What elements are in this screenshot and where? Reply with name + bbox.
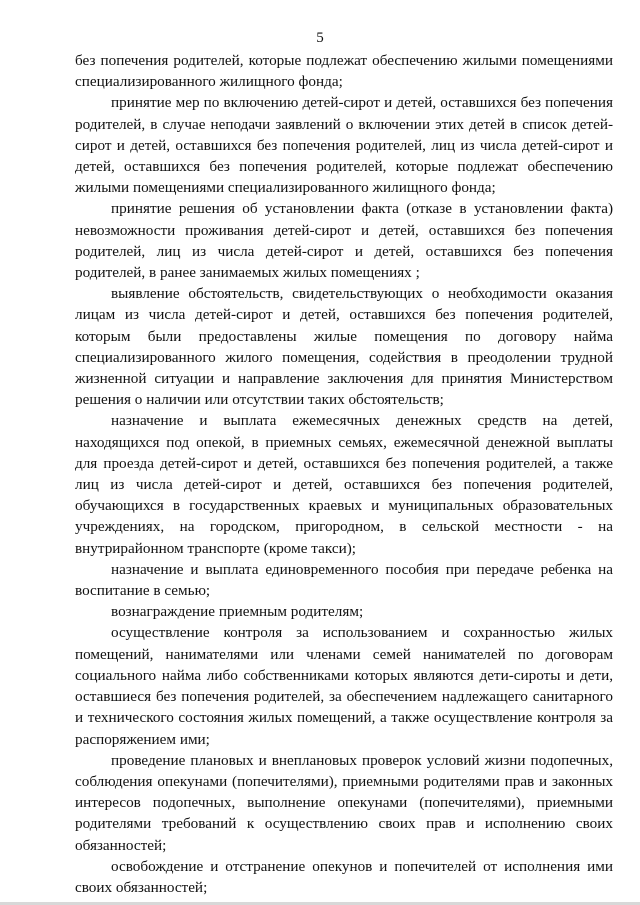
- paragraph: назначение и выплата единовременного пособия при передаче ребенка на воспитание в семью;: [75, 560, 613, 600]
- paragraph: принятие решения об установлении факта (отказе в установлении факта) невозможности проживания детей-сирот и детей, оставшихся без попечения родителей, лиц из числа детей-сирот и детей, оставшихся без попечения родителей, в ранее занимаемых жилых помещениях ;: [75, 200, 613, 282]
- paragraph: принятие мер по включению детей-сирот и детей, оставшихся без попечения родителей, в случае неподачи заявлений о включении этих детей в список детей-сирот и детей, оставшихся без попечения родителей, лиц из числа детей-сирот и детей, оставшихся без попечения родителей, которые подлежат обеспечению жилыми помещениями специализированного жилищного фонда;: [75, 94, 613, 197]
- page-number: 5: [316, 30, 324, 46]
- document-body: [75, 50, 613, 898]
- paragraph: вознаграждение приемным родителям;: [111, 603, 364, 621]
- paragraph: назначение и выплата ежемесячных денежных средств на детей, находящихся под опекой, в приемных семьях, ежемесячной денежной выплаты для проезда детей-сирот и детей, оставшихся без попечения родителей, а также лиц из числа детей-сирот и детей, оставшихся без попечения родителей, обучающихся в государственных краевых и муниципальных образовательных учреждениях, на городском, пригородном, в сельской местности - на внутрирайонном транспорте (кроме такси);: [75, 412, 613, 557]
- paragraph-continuation: без попечения родителей, которые подлежат обеспечению жилыми помещениями специализированного жилищного фонда;: [75, 52, 613, 91]
- paragraph: освобождение и отстранение опекунов и попечителей от исполнения ими своих обязанностей;: [75, 857, 613, 896]
- paragraph: проведение плановых и внеплановых проверок условий жизни подопечных, соблюдения опекунами (попечителями), приемными родителями прав и законных интересов подопечных, выполнение опекунами (попечителями), приемными родителями требований к осуществлению своих прав и исполнению своих обязанностей;: [75, 751, 613, 854]
- paragraph: выявление обстоятельств, свидетельствующих о необходимости оказания лицам из числа детей-сирот и детей, оставшихся без попечения родителей, которым были предоставлены жилые помещения по договору найма специализированного жилого помещения, содействия в преодолении трудной жизненной ситуации и направление заключения для принятия Министерством решения о наличии или отсутствии таких обстоятельств;: [75, 285, 613, 409]
- paragraph: осуществление контроля за использованием и сохранностью жилых помещений, нанимателями или членами семей нанимателей по договорам социального найма либо собственниками которых являются дети-сироты и дети, оставшиеся без попечения родителей, за обеспечением надлежащего санитарного и технического состояния жилых помещений, а также осуществление контроля за распоряжением ими;: [75, 624, 613, 748]
